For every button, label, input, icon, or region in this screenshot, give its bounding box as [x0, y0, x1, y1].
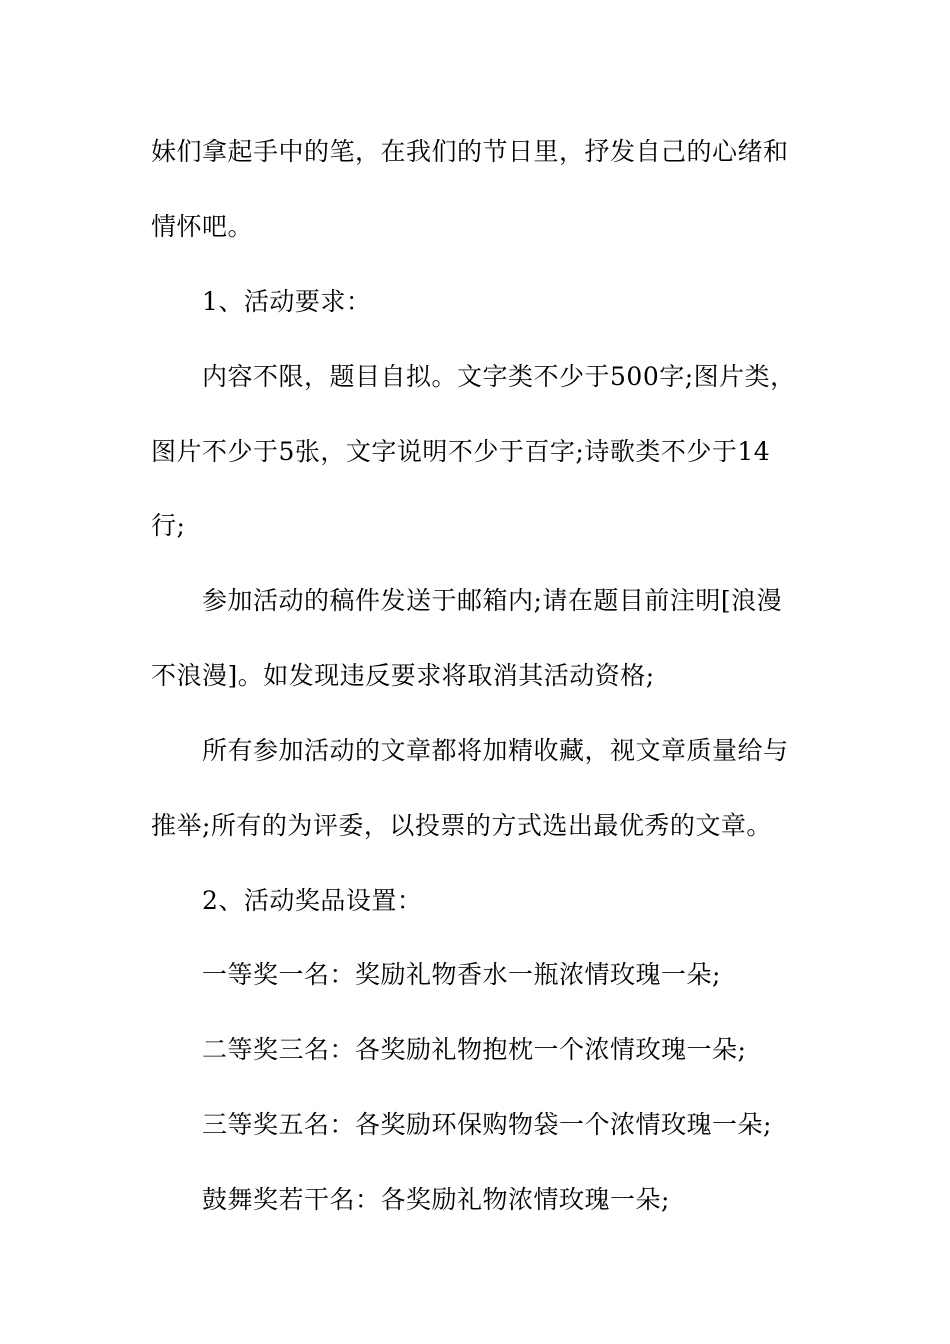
prize-line: 二等奖三名：各奖励礼物抱枕一个浓情玫瑰一朵; — [202, 1035, 747, 1064]
text-line: 情怀吧。 — [151, 212, 254, 241]
prize-line: 鼓舞奖若干名：各奖励礼物浓情玫瑰一朵; — [202, 1185, 670, 1214]
section-heading: 2、活动奖品设置： — [202, 886, 423, 915]
text-line: 图片不少于5张，文字说明不少于百字;诗歌类不少于14 — [151, 437, 771, 466]
text-line: 所有参加活动的文章都将加精收藏，视文章质量给与 — [202, 736, 789, 765]
text-line: 参加活动的稿件发送于邮箱内;请在题目前注明[浪漫 — [202, 586, 783, 615]
prize-line: 一等奖一名：奖励礼物香水一瓶浓情玫瑰一朵; — [202, 960, 721, 989]
text-line: 妹们拿起手中的笔，在我们的节日里，抒发自己的心绪和 — [151, 137, 789, 166]
text-line: 不浪漫]。如发现违反要求将取消其活动资格; — [151, 661, 655, 690]
text-line: 推举;所有的为评委，以投票的方式选出最优秀的文章。 — [151, 811, 772, 840]
text-line: 行; — [151, 511, 186, 540]
prize-line: 三等奖五名：各奖励环保购物袋一个浓情玫瑰一朵; — [202, 1110, 772, 1139]
section-heading: 1、活动要求： — [202, 287, 372, 316]
text-line: 内容不限，题目自拟。文字类不少于500字;图片类， — [202, 362, 796, 391]
